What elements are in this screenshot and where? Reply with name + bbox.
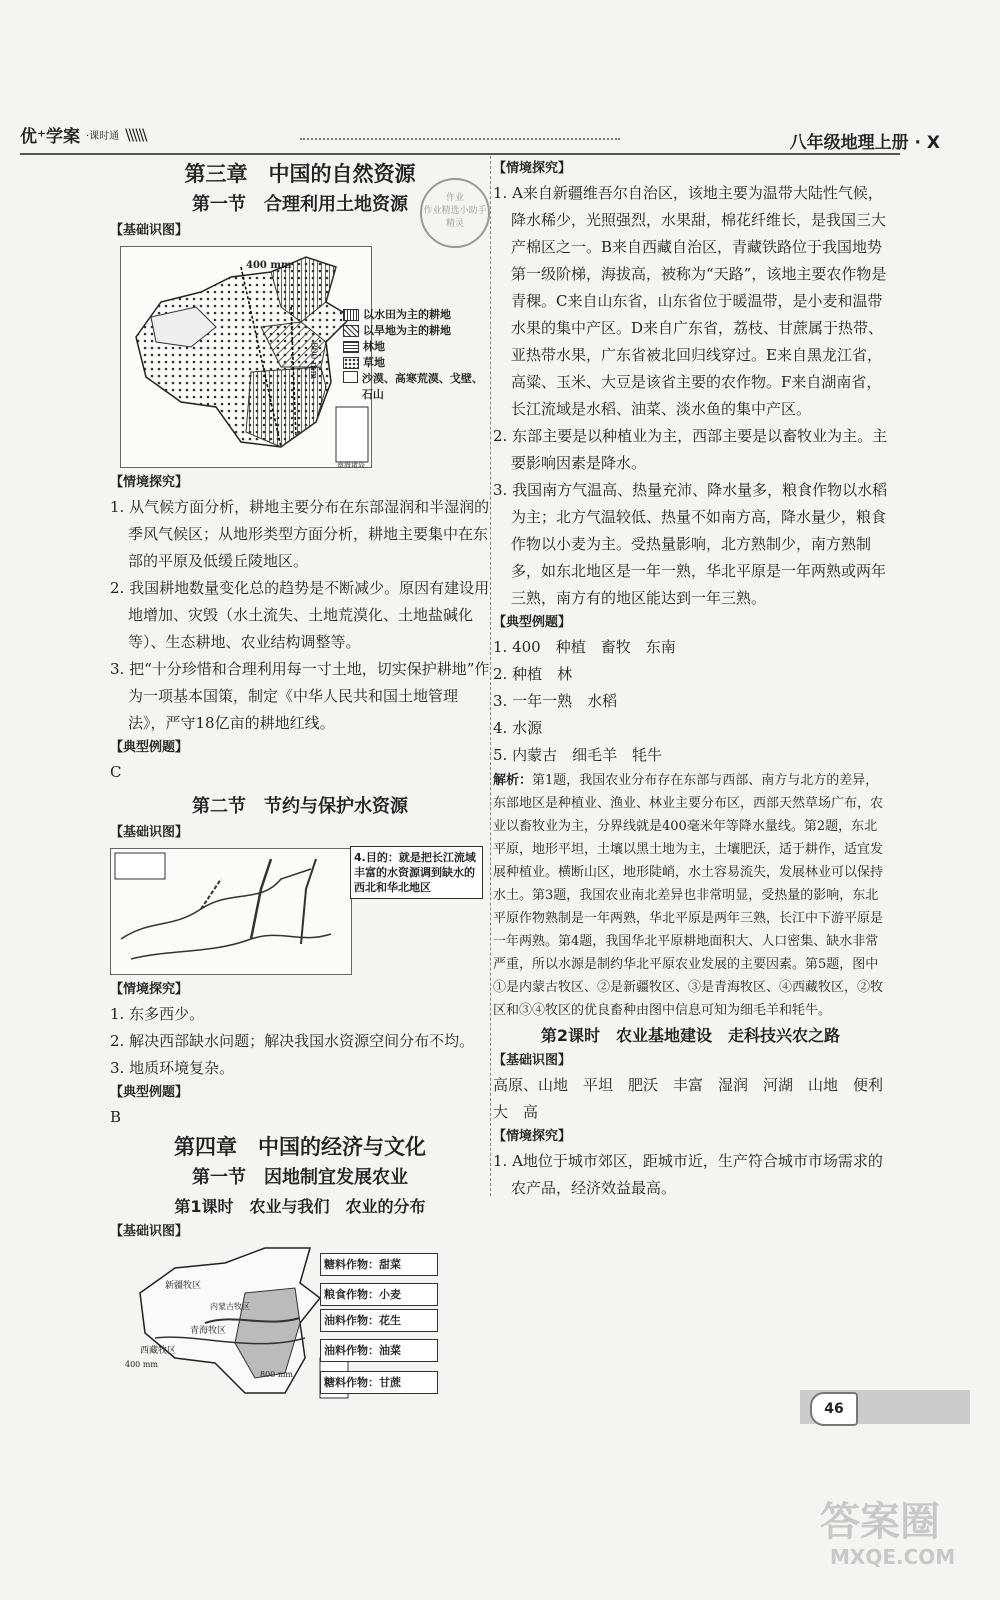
ch4-section1-title: 第一节 因地制宜发展农业 <box>192 1167 408 1188</box>
basic-map-label-2: 【基础识图】 <box>110 825 189 840</box>
right-example-4: 4. 水源 <box>493 719 543 737</box>
crop-box-3: 油料作物：花生 <box>320 1309 438 1332</box>
right-example-label: 【典型例题】 <box>493 615 572 630</box>
s2-example-answer: B <box>110 1108 122 1126</box>
inset-label: 南海诸岛 <box>337 461 365 469</box>
crop-box-2: 粮食作物：小麦 <box>320 1283 438 1306</box>
region-xinjiang: 新疆牧区 <box>165 1281 202 1291</box>
region-xizang: 西藏牧区 <box>140 1346 177 1356</box>
lesson1-title: 第1课时 农业与我们 农业的分布 <box>174 1197 426 1216</box>
brand-name: 优⁺学案 <box>20 126 80 147</box>
isoline-800-label: 800 mm <box>308 342 318 380</box>
stripes-decoration: \\\\\\ <box>125 124 146 144</box>
basic-map-label: 【基础识图】 <box>110 223 189 238</box>
stamp-seal: 作业 作业精选小助手 精灵 <box>420 178 490 248</box>
crop-box-4: 油料作物：油菜 <box>320 1339 438 1362</box>
china-map-1 <box>121 247 371 467</box>
crop-box-1: 糖料作物：甜菜 <box>320 1253 438 1276</box>
analysis-text: 第1题，我国农业分布存在东部与西部、南方与北方的差异，东部地区是种植业、渔业、林业主要分布区，西部天然草场广布，农业以畜牧业为主，分界线就是400毫米年等降水量线。第2题，东北平原，地形平坦，土壤以黑土地为主，土壤肥沃，适于耕作，适宜发展种植业。横断山区，地形陡峭，水土容易流失，发展林业可以保持水土。第3题，我国农业南北差异也非常明显，受热量的影响，东北平原作物熟制是一年两熟，华北平原是两年三熟，长江中下游平原是一年两熟。第4题，我国华北平原耕地面积大、人口密集、缺水非常严重，所以水源是制约华北平原农业发展的主要因素。第5题，图中①是内蒙古牧区、②是新疆牧区、③是青海牧区、④西藏牧区，②牧区和③④牧区的优良畜种由图中信息可知为细毛羊和牦牛。 <box>493 773 884 1018</box>
watermark-url: MXQE.COM <box>830 1545 956 1569</box>
s2-explore-2: 2. 解决西部缺水问题；解决我国水资源空间分布不均。 <box>110 1032 475 1050</box>
agri-map-wrap <box>110 1243 490 1408</box>
s1-explore-1: 1. 从气候方面分析，耕地主要分布在东部湿润和半湿润的季风气候区；从地形类型方面分析，耕地主要集中在东部的平原及低缓丘陵地区。 <box>110 498 490 570</box>
legend-desert: 沙漠、高寒荒漠、戈壁、石山 <box>343 371 493 403</box>
header-rule <box>20 153 900 155</box>
right-explore-2: 2. 东部主要是以种植业为主，西部主要是以畜牧业为主。主要影响因素是降水。 <box>493 427 888 472</box>
water-map-svg <box>111 849 351 974</box>
line-400-label: 400 mm <box>125 1360 158 1369</box>
header-brand-block <box>20 120 146 148</box>
right-basic-map-label: 【基础识图】 <box>493 1053 572 1068</box>
example-label-2: 【典型例题】 <box>110 1085 189 1100</box>
explore-label-2: 【情境探究】 <box>110 982 189 997</box>
analysis-block <box>493 769 888 1022</box>
right-example-1: 1. 400 种植 畜牧 东南 <box>493 638 676 656</box>
chapter3-title: 第三章 中国的自然资源 <box>184 162 416 186</box>
right-explore-label: 【情境探究】 <box>493 161 572 176</box>
legend-dryland: 以旱地为主的耕地 <box>343 323 493 339</box>
analysis-label: 解析： <box>493 773 533 788</box>
right-example-5: 5. 内蒙古 细毛羊 牦牛 <box>493 746 663 764</box>
watermark-logo: 答案圈 <box>820 1499 940 1545</box>
s1-example-answer: C <box>110 763 122 781</box>
region-neimenggu: 内蒙古牧区 <box>210 1302 250 1311</box>
right-explore2-1: 1. A地位于城市郊区，距城市近，生产符合城市市场需求的农产品，经济效益最高。 <box>493 1152 883 1197</box>
right-example-2: 2. 种植 林 <box>493 665 573 683</box>
crop-box-5: 糖料作物：甘蔗 <box>320 1371 438 1394</box>
book-title: 八年级地理上册 · X <box>789 133 940 153</box>
basic-map-label-3: 【基础识图】 <box>110 1224 189 1239</box>
chapter4-title: 第四章 中国的经济与文化 <box>174 1135 426 1159</box>
map1-legend <box>343 307 493 403</box>
brand-subtitle: ·课时通 <box>85 130 120 142</box>
right-example-3: 3. 一年一熟 水稻 <box>493 692 618 710</box>
right-explore-1: 1. A来自新疆维吾尔自治区，该地主要为温带大陆性气候，降水稀少，光照强烈，水果甜，棉花纤维长，是我国三大产棉区之一。B来自西藏自治区，青藏铁路位于我国地势第一级阶梯，海拔高，被称为“天路”，该地主要农作物是青稞。C来自山东省，山东省位于暖温带，是小麦和温带水果的集中产区。D来自广东省，荔枝、甘蔗属于热带、亚热带水果，广东省被北回归线穿过。E来自黑龙江省，高粱、玉米、大豆是该省主要的农作物。F来自湖南省，长江流域是水稻、油菜、淡水鱼的集中产区。 <box>493 184 887 418</box>
water-transfer-purpose-box: 4.目的：就是把长江流域丰富的水资源调到缺水的西北和华北地区 <box>350 846 483 899</box>
basic-map-answers: 高原、山地 平坦 肥沃 丰富 湿润 河湖 山地 便利 大 高 <box>493 1076 899 1121</box>
right-column <box>493 158 899 1202</box>
lesson2-title: 第2课时 农业基地建设 走科技兴农之路 <box>540 1026 841 1045</box>
legend-paddy: 以水田为主的耕地 <box>343 307 493 323</box>
page-number: 46 <box>810 1392 858 1426</box>
s2-explore-1: 1. 东多西少。 <box>110 1005 205 1023</box>
region-qinghai: 青海牧区 <box>190 1326 227 1336</box>
left-column <box>110 158 490 1408</box>
example-label: 【典型例题】 <box>110 740 189 755</box>
s1-explore-2: 2. 我国耕地数量变化总的趋势是不断减少。原因有建设用地增加、灾毁（水土流失、土地荒漠化、土地盐碱化等）、生态耕地、农业结构调整等。 <box>110 579 490 651</box>
header-dotted-line <box>300 138 620 140</box>
legend-forest: 林地 <box>343 339 493 355</box>
section1-title: 第一节 合理利用土地资源 <box>192 194 408 215</box>
legend-grass: 草地 <box>343 355 493 371</box>
water-transfer-map <box>110 848 352 975</box>
s2-explore-3: 3. 地质环境复杂。 <box>110 1059 235 1077</box>
line-800-label: 800 mm <box>260 1370 293 1379</box>
isoline-400-label: 400 mm <box>246 260 292 271</box>
s1-explore-3: 3. 把“十分珍惜和合理利用每一寸土地，切实保护耕地”作为一项基本国策，制定《中华人民共和国土地管理法》，严守18亿亩的耕地红线。 <box>110 660 490 732</box>
section2-title: 第二节 节约与保护水资源 <box>192 796 408 817</box>
right-explore2-label: 【情境探究】 <box>493 1129 572 1144</box>
right-explore-3: 3. 我国南方气温高、热量充沛、降水量多，粮食作物以水稻为主；北方气温较低、热量不如南方高，降水量少，粮食作物以小麦为主。受热量影响，北方熟制少，南方熟制多，如东北地区是一年一熟，华北平原是一年两熟或两年三熟，南方有的地区能达到一年三熟。 <box>493 481 888 607</box>
land-use-map <box>120 246 483 469</box>
explore-label: 【情境探究】 <box>110 475 189 490</box>
